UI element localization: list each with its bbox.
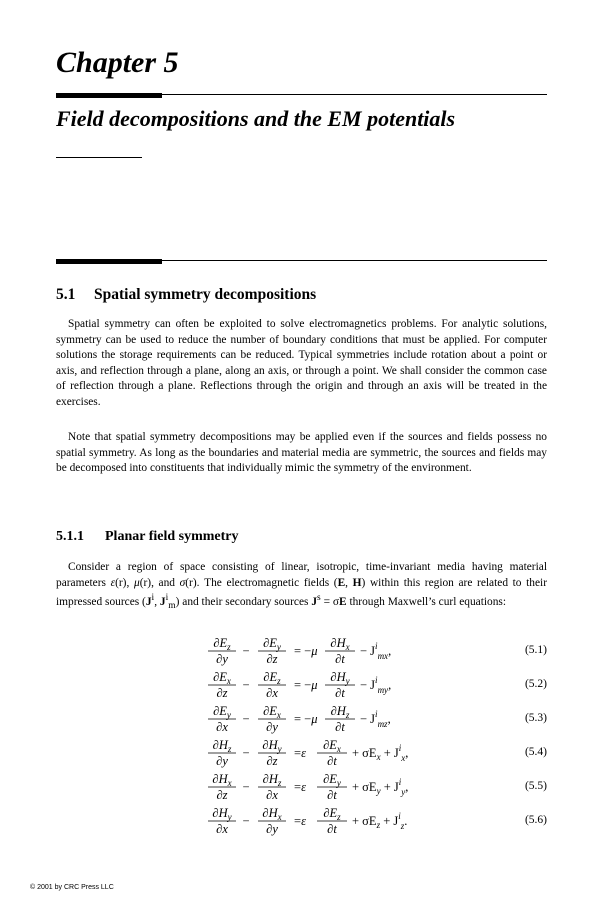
svg-text:= −μ: = −μ [294, 678, 318, 692]
svg-text:=ε: =ε [294, 780, 306, 794]
equation [206, 704, 486, 734]
svg-text:∂Ez: $\partial E_z$ [213, 636, 231, 652]
equation [206, 636, 486, 666]
chapter-title: Chapter 5 [56, 46, 179, 79]
section-heading [56, 286, 316, 304]
subtitle-underline [56, 157, 142, 158]
svg-text:∂Hz: $\partial H_z$ [330, 704, 350, 720]
svg-text:∂Ey: $\partial E_y$ [213, 704, 231, 720]
equation [206, 738, 486, 768]
svg-text:−: − [242, 678, 250, 692]
svg-text:∂Ex: $\partial E_x$ [323, 738, 341, 754]
svg-text:−: − [242, 814, 250, 828]
svg-text:∂y: ∂y [266, 822, 278, 836]
svg-text:∂Hz: $\partial H_z$ [262, 772, 282, 788]
svg-text:∂Hy: $\partial H_y$ [330, 670, 350, 686]
equation [206, 670, 486, 700]
svg-text:−: − [242, 712, 250, 726]
svg-text:∂t: ∂t [335, 686, 345, 700]
paragraph-2: Note that spatial symmetry decompositions may be applied even if the sources and fields possess no spatial symmetry. As long as the boundaries and material media are symmetric, the sources and fields may be decomposed into constituents that individually mimic the symmetry of the environment. [56, 431, 547, 475]
svg-text:−: − [242, 780, 250, 794]
paragraph-3: Consider a region of space consisting of linear, isotropic, time-invariant media having material parameters ε(r), μ(r), and σ(r). The electromagnetic fields (E, H) within this region are related to their impressed sources ($J^i$, $J^i_m$) and their secondary sources $J^s = \sigma E$ through Maxwell’s curl equations: [56, 561, 548, 612]
svg-text:∂t: ∂t [335, 652, 345, 666]
section-rule-thin [56, 260, 547, 261]
svg-text:∂Ez: $\partial E_z$ [263, 670, 281, 686]
svg-text:∂Ex: $\partial E_x$ [213, 670, 231, 686]
svg-text:∂Hx: $\partial H_x$ [212, 772, 232, 788]
equation [206, 772, 486, 802]
svg-text:+ σEx + Jix,: + $\sigma E_x + J^i_x$, [352, 743, 409, 763]
svg-text:∂Hy: $\partial H_y$ [262, 738, 282, 754]
svg-text:=ε: =ε [294, 746, 306, 760]
svg-text:∂t: ∂t [327, 788, 337, 802]
svg-text:+ σEz + Jiz.: + $\sigma E_z + J^i_z$. [352, 811, 408, 831]
chapter-rule-thin [56, 94, 547, 95]
equation-row [56, 636, 547, 666]
equation-number: (5.5) [524, 780, 547, 792]
svg-text:=ε: =ε [294, 814, 306, 828]
equation-number: (5.6) [524, 814, 547, 826]
svg-text:∂t: ∂t [335, 720, 345, 734]
subsection-heading [56, 529, 239, 545]
equation-number: (5.1) [524, 644, 547, 656]
svg-text:= −μ: = −μ [294, 644, 318, 658]
svg-text:∂z: ∂z [266, 652, 278, 666]
svg-text:∂z: ∂z [266, 754, 278, 768]
svg-text:∂z: ∂z [216, 788, 228, 802]
svg-text:∂Hx: $\partial H_x$ [330, 636, 350, 652]
svg-text:+ σEy + Jiy,: + $\sigma E_y + J^i_y$, [352, 777, 409, 797]
svg-text:∂Hx: $\partial H_x$ [262, 806, 282, 822]
equation-number: (5.4) [524, 746, 547, 758]
subsection-title: Planar field symmetry [105, 529, 239, 544]
svg-text:∂z: ∂z [216, 686, 228, 700]
svg-text:∂Hz: $\partial H_z$ [212, 738, 232, 754]
section-title: Spatial symmetry decompositions [94, 286, 317, 303]
svg-text:∂y: ∂y [216, 652, 228, 666]
svg-text:∂y: ∂y [216, 754, 228, 768]
svg-text:∂Ey: $\partial E_y$ [263, 636, 281, 652]
copyright-footer: © 2001 by CRC Press LLC [30, 884, 114, 891]
svg-text:= −μ: = −μ [294, 712, 318, 726]
chapter-subtitle: Field decompositions and the EM potentials [56, 106, 456, 131]
paragraph-1: Spatial symmetry can often be exploited to solve electromagnetics problems. For analytic solutions, symmetry can be used to reduce the number of boundary conditions that must be applied. For computer solutions the storage requirements can be reduced. Typical symmetries include rotation about a point or axis, and reflection through a plane, along an axis, or through a point. We shall consider the common case of reflection through a plane. Reflections through the origin and through an axis will be treated in the exercises. [56, 318, 547, 408]
svg-text:∂t: ∂t [327, 754, 337, 768]
svg-text:∂Ez: $\partial E_z$ [323, 806, 341, 822]
svg-text:−: − [242, 746, 250, 760]
svg-text:− Jimy,: − $J^i_{my}$, [360, 675, 392, 695]
equation-row [56, 806, 547, 836]
equation-number: (5.3) [524, 712, 547, 724]
svg-text:∂Ey: $\partial E_y$ [323, 772, 341, 788]
equation-row [56, 772, 547, 802]
svg-text:∂Ex: $\partial E_x$ [263, 704, 281, 720]
equation [206, 806, 486, 836]
svg-text:∂Hy: $\partial H_y$ [212, 806, 232, 822]
svg-text:∂x: ∂x [216, 822, 228, 836]
svg-text:∂x: ∂x [266, 686, 278, 700]
equation-row [56, 738, 547, 768]
subsection-number: 5.1.1 [56, 529, 84, 544]
svg-text:− Jimx,: − $J^i_{mx}$, [360, 641, 392, 661]
svg-text:− Jimz,: − $J^i_{mz}$, [360, 709, 391, 729]
equation-number: (5.2) [524, 678, 547, 690]
svg-text:∂t: ∂t [327, 822, 337, 836]
equation-row [56, 704, 547, 734]
svg-text:∂x: ∂x [216, 720, 228, 734]
section-number: 5.1 [56, 286, 76, 303]
svg-text:∂x: ∂x [266, 788, 278, 802]
equation-row [56, 670, 547, 700]
svg-text:∂y: ∂y [266, 720, 278, 734]
svg-text:−: − [242, 644, 250, 658]
